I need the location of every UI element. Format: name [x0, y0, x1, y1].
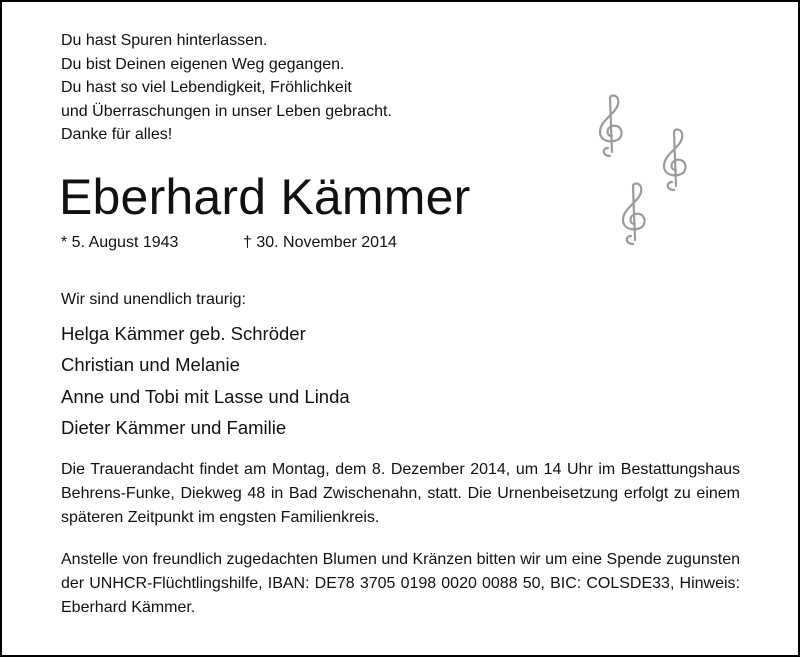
treble-clef-icon — [658, 128, 694, 192]
poem-line: Du bist Deinen eigenen Weg gegangen. — [61, 55, 345, 73]
service-paragraph: Die Trauerandacht findet am Montag, dem 8. Dezember 2014, um 14 Uhr im Bestattungshaus Behrens-Funke, Diekweg 48 in Bad Zwischenahn, statt. Die Urnenbeisetzung erfolgt zu einem späteren Zeitpunkt im engsten Familienkreis. — [61, 461, 740, 526]
birth-date: * 5. August 1943 — [61, 234, 179, 251]
poem-line: und Überraschungen in unser Leben gebracht. — [61, 102, 392, 120]
mourner: Anne und Tobi mit Lasse und Linda — [61, 385, 350, 407]
mourner: Dieter Kämmer und Familie — [61, 416, 287, 438]
poem-line: Du hast Spuren hinterlassen. — [61, 32, 268, 49]
mourners-list — [61, 318, 350, 443]
mourners-intro: Wir sind unendlich traurig: — [61, 291, 246, 308]
mourner: Helga Kämmer geb. Schröder — [61, 323, 306, 344]
deceased-name: Eberhard Kämmer — [59, 169, 471, 225]
poem — [61, 29, 392, 147]
poem-line: Danke für alles! — [61, 126, 173, 143]
treble-clef-icon — [617, 182, 653, 246]
life-dates — [61, 233, 397, 253]
death-date: † 30. November 2014 — [243, 234, 397, 251]
treble-clef-icon — [594, 94, 630, 158]
mourner: Christian und Melanie — [61, 354, 240, 376]
poem-line: Du hast so viel Lebendigkeit, Fröhlichkeit — [61, 79, 352, 96]
donation-paragraph: Anstelle von freundlich zugedachten Blumen und Kränzen bitten wir um eine Spende zugunsten der UNHCR-Flüchtlingshilfe, IBAN: DE78 3705 0198 0020 0088 50, BIC: COLSDE33, Hinweis: Eberhard Kämmer. — [61, 551, 740, 616]
